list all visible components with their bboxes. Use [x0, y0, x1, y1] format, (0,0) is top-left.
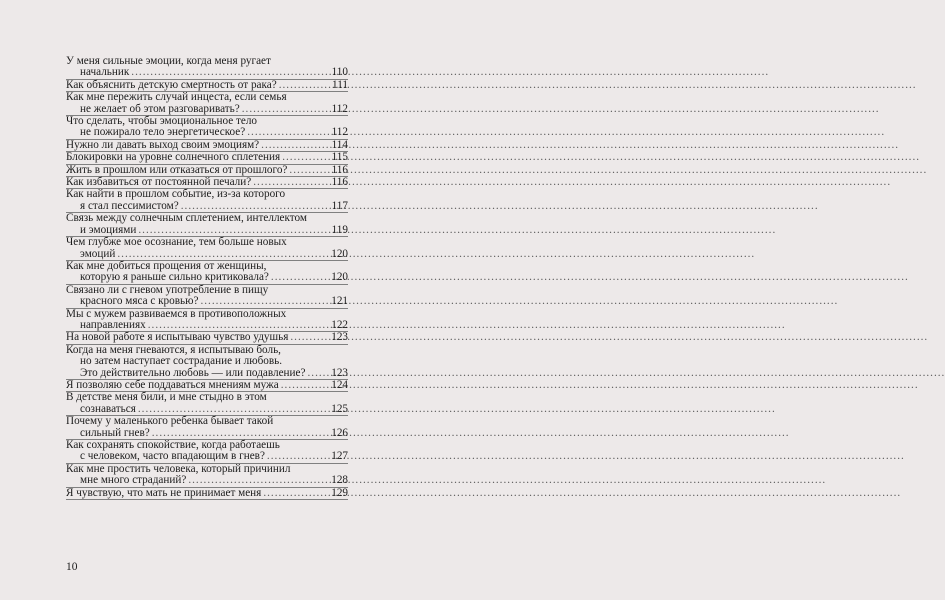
toc-entry-page: 110: [331, 66, 348, 79]
dot-leader: [152, 428, 330, 439]
toc-entry-title: Блокировки на уровне солнечного сплетения: [66, 151, 281, 164]
toc-entry-page: 119: [331, 223, 348, 236]
dot-leader: [200, 296, 329, 307]
toc-entry-title: эмоций: [80, 247, 116, 260]
toc-entry-line: [66, 92, 348, 103]
toc-entry: [66, 345, 348, 380]
toc-entry-title: которую я раньше сильно критиковала?: [80, 271, 269, 284]
toc-entry-title: направлениях: [80, 318, 146, 331]
toc-entry: [66, 488, 348, 500]
toc-entry-title: не желает об этом разговаривать?: [80, 102, 240, 115]
toc-entry-title: Мы с мужем развиваемся в противоположных: [66, 307, 287, 320]
toc-entry-line: [66, 127, 348, 138]
dot-leader: [242, 104, 330, 115]
toc-entry-page: 117: [331, 199, 348, 212]
toc-entry-line: [66, 451, 348, 462]
toc-entry-page: 116: [331, 176, 348, 189]
dot-leader: [289, 165, 329, 176]
toc-entry-title: Связано ли с гневом употребление в пищу: [66, 283, 269, 296]
toc-entry-line: [66, 296, 348, 307]
toc-entry-title: Как найти в прошлом событие, из-за которого: [66, 188, 286, 201]
toc-entry-line: [66, 237, 348, 248]
toc-entry-line: [66, 201, 348, 212]
toc-entry-line: [66, 249, 348, 260]
dot-leader: [307, 368, 329, 379]
dot-leader: [138, 225, 329, 236]
toc-entry-page: 115: [331, 151, 348, 164]
page-number-folio: 10: [66, 561, 78, 573]
toc-entry-line: [66, 368, 348, 379]
toc-entry-line: [66, 356, 348, 367]
toc-entry-title: Как объяснить детскую смертность от рака?: [66, 78, 277, 91]
toc-entry-page: 121: [331, 295, 348, 308]
toc-entry-title: Когда на меня гневаются, я испытываю боль,: [66, 343, 281, 356]
toc-entry-page: 120: [331, 247, 348, 260]
toc-entry-title: Что сделать, чтобы эмоциональное тело: [66, 115, 258, 128]
dot-leader: [282, 152, 329, 163]
toc-entry-title: я стал пессимистом?: [80, 199, 179, 212]
toc-entry: [66, 464, 348, 488]
toc-entry: [66, 152, 348, 164]
toc-entry-line: [66, 67, 348, 78]
dot-leader: [131, 67, 329, 78]
toc-entry-line: [66, 80, 348, 91]
dot-leader: [267, 451, 329, 462]
dot-leader: [253, 177, 329, 188]
toc-entry: [66, 440, 348, 464]
toc-entry-line: [66, 177, 348, 188]
toc-entry-title: сильный гнев?: [80, 426, 150, 439]
toc-entry-page: 123: [331, 331, 348, 344]
toc-entry-line: [66, 152, 348, 163]
toc-entry-title: Как избавиться от постоянной печали?: [66, 176, 252, 189]
book-page: [0, 0, 400, 600]
toc-entry-line: [66, 380, 348, 391]
table-of-contents: [66, 56, 348, 500]
toc-entry-page: 114: [331, 138, 348, 151]
toc-entry: [66, 332, 348, 344]
toc-entry-title: Я чувствую, что мать не принимает меня: [66, 486, 262, 499]
dot-leader: [290, 332, 329, 343]
toc-entry-page: 112: [331, 102, 348, 115]
toc-entry-line: [66, 165, 348, 176]
toc-entry-line: [66, 332, 348, 343]
toc-entry-page: 125: [331, 402, 348, 415]
dot-leader: [261, 140, 329, 151]
toc-entry-title: Нужно ли давать выход своим эмоциям?: [66, 138, 260, 151]
toc-entry-page: 123: [331, 366, 348, 379]
toc-entry: [66, 56, 348, 80]
dot-leader: [279, 80, 330, 91]
toc-entry-title: но затем наступает сострадание и любовь.: [80, 355, 283, 368]
toc-entry: [66, 237, 348, 261]
toc-entry-line: [66, 404, 348, 415]
toc-entry: [66, 285, 348, 309]
dot-leader: [188, 475, 329, 486]
toc-entry-title: с человеком, часто впадающим в гнев?: [80, 450, 265, 463]
toc-entry-line: [66, 104, 348, 115]
toc-entry-line: [66, 225, 348, 236]
toc-entry-page: 116: [331, 163, 348, 176]
dot-leader: [263, 488, 329, 499]
toc-entry-title: Это действительно любовь — или подавление?: [80, 366, 306, 379]
toc-entry-line: [66, 428, 348, 439]
toc-entry: [66, 189, 348, 213]
toc-entry-title: мне много страданий?: [80, 474, 187, 487]
toc-entry-line: [66, 475, 348, 486]
toc-entry-title: У меня сильные эмоции, когда меня ругает: [66, 55, 271, 67]
toc-entry-page: 124: [331, 378, 348, 391]
toc-entry: [66, 261, 348, 285]
toc-entry-page: 111: [332, 78, 348, 91]
toc-entry-line: [66, 320, 348, 331]
toc-entry-line: [66, 272, 348, 283]
toc-entry: [66, 416, 348, 440]
toc-entry-title: Жить в прошлом или отказаться от прошлого?: [66, 163, 288, 176]
toc-entry: [66, 309, 348, 333]
toc-entry-title: начальник: [80, 66, 130, 79]
toc-entry: [66, 392, 348, 416]
toc-entry: [66, 92, 348, 116]
toc-entry-title: не пожирало тело энергетическое?: [80, 126, 246, 139]
toc-entry-title: и эмоциями: [80, 223, 137, 236]
toc-entry-page: 126: [331, 426, 348, 439]
toc-entry-page: 122: [331, 318, 348, 331]
toc-entry-title: сознаваться: [80, 402, 136, 415]
dot-leader: [148, 320, 329, 331]
dot-leader: [247, 127, 329, 138]
dot-leader: [181, 201, 330, 212]
toc-entry-line: [66, 488, 348, 499]
toc-entry-line: [66, 416, 348, 427]
toc-entry-title: На новой работе я испытываю чувство удушья: [66, 331, 289, 344]
toc-entry-page: 129: [331, 486, 348, 499]
toc-entry: [66, 116, 348, 140]
dot-leader: [138, 404, 329, 415]
dot-leader: [281, 380, 329, 391]
toc-entry-title: красного мяса с кровью?: [80, 295, 199, 308]
toc-entry-line: [66, 213, 348, 224]
toc-entry-title: Как мне простить человека, который причинил: [66, 462, 291, 475]
toc-entry-title: Почему у маленького ребенка бывает такой: [66, 415, 274, 428]
toc-entry-page: 127: [331, 450, 348, 463]
toc-entry-line: [66, 140, 348, 151]
toc-entry-title: Чем глубже мое осознание, тем больше новых: [66, 236, 287, 249]
toc-entry-page: 120: [331, 271, 348, 284]
toc-entry-title: Как сохранять спокойствие, когда работаешь: [66, 439, 280, 451]
toc-entry-page: 128: [331, 474, 348, 487]
toc-entry-title: Как мне пережить случай инцеста, если семья: [66, 91, 287, 104]
toc-entry: [66, 213, 348, 237]
toc-entry-title: Как мне добиться прощения от женщины,: [66, 259, 267, 272]
dot-leader: [117, 249, 329, 260]
dot-leader: [271, 272, 329, 283]
toc-entry-title: В детстве меня били, и мне стыдно в этом: [66, 391, 267, 404]
toc-entry-title: Я позволяю себе поддаваться мнениям мужа: [66, 378, 279, 391]
toc-entry-page: 112: [331, 126, 348, 139]
toc-entry-title: Связь между солнечным сплетением, интеллектом: [66, 212, 308, 225]
